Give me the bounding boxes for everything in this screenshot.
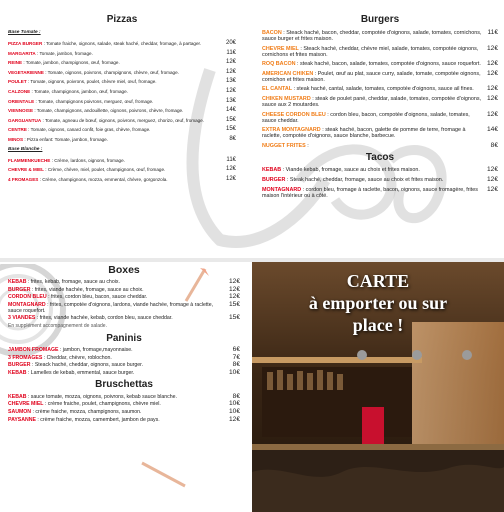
- menu-item-description: : Tomate, oignons, poivrons, champignons, chèvre, œuf, fromage.: [45, 69, 179, 75]
- menu-item-name: ROQ BACON: [262, 61, 296, 68]
- menu-item-name: MINOS: [8, 136, 24, 142]
- menu-item-name: BURGER: [8, 286, 31, 293]
- menu-item-price: 8€: [229, 135, 236, 142]
- menu-item: [8, 118, 236, 123]
- menu-item-description: : Steack haché, cheddar, oignons, sauce burger.: [31, 362, 143, 369]
- menu-item-name: 4 FROMAGES: [8, 176, 39, 182]
- menu-item: [8, 302, 240, 314]
- burgers-title: Burgers: [360, 14, 400, 25]
- menu-item-name: CENTRE: [8, 127, 27, 133]
- menu-item: [8, 177, 236, 182]
- poster-line-3: place !: [352, 315, 404, 335]
- menu-item-name: 3 FROMAGES: [8, 354, 43, 361]
- menu-item-name: MARGARITA: [8, 50, 36, 56]
- menu-item-price: 8€: [232, 361, 240, 369]
- menu-item-description: : crème fraiche, poulet, champignons, chèvre miel.: [44, 401, 161, 408]
- menu-item-description: : sauce tomate, mozza, oignons, poivrons, kebab sauce blanche.: [27, 393, 177, 400]
- menu-item: [8, 51, 236, 56]
- menu-item-name: FLAMMENKUECHE: [8, 157, 51, 163]
- menu-item-name: GARGUANTUA: [8, 117, 42, 123]
- bottom-left-section: [8, 264, 240, 424]
- menu-item-name: ORIENTALE: [8, 98, 35, 104]
- menu-item-name: KEBAB: [262, 167, 282, 174]
- menu-item-description: : frites, viande hachée, kebab, cordon bleu, sauce cheddar.: [36, 315, 173, 322]
- menu-item-price: 11€: [487, 29, 498, 36]
- menu-item: [8, 362, 240, 368]
- menu-item-name: SAUMON: [8, 408, 32, 415]
- menu-item-price: 8€: [490, 141, 498, 149]
- menu-item: [8, 294, 240, 300]
- menu-item: [8, 394, 240, 400]
- menu-item-name: PIZZA BURGER: [8, 41, 43, 46]
- menu-item-description: : Steak haché, cheddar, fromage, sauce au choix et frites maison.: [286, 176, 444, 183]
- menu-item-name: EL CANTAL: [262, 86, 293, 93]
- menu-item-price: 14€: [486, 126, 498, 134]
- menu-item-price: 15€: [225, 126, 236, 133]
- menu-item-description: : Tomate, champignons, andouillette, oignons, poivrons, chèvre, fromage.: [34, 108, 184, 114]
- menu-item: [8, 417, 240, 423]
- menu-item-description: : Steack haché, cheddar, chèvre miel, salade, tomates, compotée oignons, cornichons et frites maison.: [262, 45, 479, 58]
- menu-item-description: : steak haché, bacon, salade, tomates, compotée d'oignons, sauce roquefort.: [297, 61, 481, 68]
- menu-item-price: 13€: [225, 78, 236, 85]
- dart-icon: [140, 460, 190, 490]
- menu-item-price: 12€: [228, 285, 240, 293]
- pizza-blanche-list: [8, 158, 236, 183]
- menu-item-price: 12€: [486, 185, 498, 193]
- menu-item-name: KEBAB: [8, 393, 27, 400]
- menu-item-price: 12€: [486, 94, 498, 102]
- menu-item-name: CHEVRE MIEL: [8, 401, 44, 408]
- menu-item-description: : jambon, fromage,mayonnaise.: [59, 346, 133, 353]
- menu-item: [262, 187, 498, 199]
- menu-item-name: CHEESE CORDON BLEU: [262, 111, 326, 118]
- menu-item-price: 15€: [225, 116, 236, 123]
- pizza-tomate-list: [8, 41, 236, 142]
- menu-item: [262, 177, 498, 183]
- menu-item-description: : Tomate, oignons, canard confit, foie gras, chèvre, fromage.: [28, 127, 151, 133]
- menu-item-description: : Tomate, champignons poivrons, merguez, œuf, fromage.: [35, 98, 154, 104]
- menu-item-price: 13€: [225, 97, 236, 104]
- menu-item-description: : Tomate, oignons, poivrons, poulet, chèvre miel, œuf, fromage.: [27, 79, 157, 85]
- menu-item-description: : Tomate, champignons, jambon, œuf, fromage.: [31, 88, 128, 94]
- menu-item: [8, 315, 240, 321]
- menu-item-description: : Cheddar, chèvre, roblochon.: [43, 354, 112, 361]
- menu-item-price: 10€: [228, 368, 240, 376]
- base-tomate-label: Base Tomate :: [8, 30, 41, 35]
- menu-item-price: 12€: [486, 166, 498, 174]
- menu-item-price: 12€: [228, 415, 240, 423]
- menu-item: [262, 30, 498, 42]
- bruschettas-list: [8, 394, 240, 423]
- paninis-title: Paninis: [106, 332, 142, 344]
- menu-item-description: : Tomate, jambon, fromage.: [37, 50, 93, 56]
- menu-item-price: 15€: [228, 314, 240, 322]
- menu-item: [8, 70, 236, 75]
- menu-item-name: REINE: [8, 60, 23, 66]
- menu-item-description: : cordon bleu, bacon, compotée d'oignons, salade, tomates, sauce cheddar.: [262, 111, 470, 124]
- menu-item-price: 12€: [225, 175, 236, 182]
- poster-line-2: à emporter ou sur: [308, 293, 448, 313]
- menu-item-price: 12€: [225, 87, 236, 94]
- boxes-list: [8, 279, 240, 321]
- menu-item-description: : Crème, lardons, oignons, fromage.: [51, 157, 125, 163]
- menu-item-price: 12€: [486, 69, 498, 77]
- menu-item-price: 12€: [225, 59, 236, 66]
- menu-item-description: :: [307, 142, 309, 149]
- menu-item-price: 12€: [225, 68, 236, 75]
- menu-item-price: 12€: [486, 175, 498, 183]
- menu-item-description: : steak haché, cantal, salade, tomates, compotée d'oignons, sauce ail fines.: [293, 86, 474, 93]
- menu-item: [262, 96, 498, 108]
- menu-item-price: 7€: [232, 353, 240, 361]
- menu-item-price: 11€: [226, 49, 236, 56]
- menu-item-price: 6€: [232, 345, 240, 353]
- menu-item: [262, 46, 498, 58]
- menu-item-description: : Viande kebab, fromage, sauce au choix et frites maison.: [282, 167, 420, 174]
- menu-item-description: : Steack haché, bacon, cheddar, compotée d'oignons, salade, tomates, cornichons, sauce burger et frites maison.: [262, 30, 482, 42]
- menu-item-description: : frites, cordon bleu, bacon, sauce cheddar.: [48, 294, 148, 301]
- menu-item-description: : Tomate, jambon, champignons, œuf, fromage.: [23, 60, 120, 66]
- tacos-list: [262, 167, 498, 198]
- menu-item-name: CHIKEN MUSTARD: [262, 95, 311, 102]
- menu-item-description: : frites, kebab, fromage, sauce au choix.: [27, 279, 120, 285]
- menu-item-name: POULET: [8, 79, 27, 85]
- menu-item: [8, 137, 236, 142]
- menu-item-name: 3 VIANDES: [8, 315, 36, 322]
- pizzas-title: Pizzas: [106, 14, 138, 25]
- menu-item-description: : crème fraiche, mozza, camembert, jambon de pays.: [37, 416, 160, 423]
- menu-item-price: 12€: [486, 44, 498, 52]
- boxes-note: En supplément accompagnement de salade.: [8, 322, 107, 329]
- menu-item-name: BURGER: [262, 176, 286, 183]
- menu-item-name: VEGETARIENNE: [8, 69, 44, 75]
- menu-item: [8, 127, 236, 132]
- menu-item-name: JAMBON FROMAGE: [8, 346, 59, 353]
- menu-item-description: : Poulet, œuf au plat, sauce curry, salade, tomate, compotée oignons, cornichon et frites maison.: [262, 70, 481, 83]
- menu-item-price: 14€: [225, 107, 236, 114]
- menu-item-price: 12€: [486, 85, 498, 93]
- menu-item: [262, 167, 498, 173]
- menu-item: [262, 112, 498, 124]
- menu-item: [262, 71, 498, 83]
- menu-item-description: : steak de poulet pané, cheddar, salade, tomates, compotée d'oignons, sauce aux 2 moutardes.: [262, 95, 482, 108]
- menu-item-name: MONTAGNARD: [8, 301, 46, 308]
- bruschettas-title: Bruschettas: [95, 378, 153, 390]
- menu-item-name: BURGER: [8, 362, 31, 369]
- menu-item: [8, 279, 240, 285]
- menu-item-name: NUGGET FRITES: [262, 142, 306, 149]
- menu-item-name: PAYSANNE: [8, 416, 36, 423]
- menu-item: [8, 99, 236, 104]
- menu-item: [8, 355, 240, 361]
- menu-item-description: : Tomate fraiche, oignons, salade, steak haché, cheddar, fromage, à partager.: [43, 41, 202, 46]
- menu-item-name: CHEVRE & MIEL: [8, 167, 44, 173]
- menu-item-price: 12€: [486, 110, 498, 118]
- menu-item: [8, 158, 236, 163]
- menu-item-description: : frites, compotée d'oignons, lardons, viande hachée, fromage à raclette, sauce roquefort.: [8, 301, 214, 314]
- boxes-title: Boxes: [108, 264, 140, 276]
- menu-item: [8, 347, 240, 353]
- menu-item: [8, 60, 236, 65]
- menu-item: [262, 143, 498, 149]
- menu-item-name: AMERICAN CHIKEN: [262, 70, 314, 77]
- poster-heading: [252, 270, 504, 336]
- menu-item: [8, 108, 236, 113]
- menu-item-price: 12€: [228, 278, 240, 285]
- menu-item: [262, 86, 498, 92]
- menu-item-description: : frites, viande hachée, fromage, sauce au choix.: [31, 286, 144, 293]
- menu-item-price: 15€: [228, 300, 240, 308]
- menu-item-price: 8€: [232, 392, 240, 400]
- menu-item-description: : Crème, champignons, mozza, emmental, chèvre, gorgonzola.: [39, 176, 168, 182]
- menu-item-name: KEBAB: [8, 369, 27, 376]
- menu-item: [8, 41, 236, 46]
- menu-item-name: EXTRA MONTAGNARD: [262, 127, 321, 134]
- burger-list: [262, 30, 498, 149]
- menu-item-name: CALZONE: [8, 88, 31, 94]
- menu-item-description: : steak haché, bacon, galette de pomme de terre, fromage à raclette, compotée d'oignons, sauce blanche, barbecue.: [262, 127, 466, 140]
- menu-item: [8, 167, 236, 172]
- menu-item-description: : cordon bleu, fromage à raclette, bacon, oignons, sauce fromagère, frites maison l'intérieur ou à côté.: [262, 186, 478, 199]
- menu-item-name: BACON: [262, 30, 282, 36]
- pizzas-section: [8, 14, 236, 186]
- menu-item-price: 10€: [228, 400, 240, 408]
- menu-item: [8, 89, 236, 94]
- menu-item-name: CORDON BLEU: [8, 294, 47, 301]
- restaurant-photo: [252, 262, 504, 512]
- tacos-title: Tacos: [365, 152, 395, 164]
- poster-line-1: CARTE: [346, 271, 410, 291]
- menu-item-price: 12€: [225, 166, 236, 173]
- menu-item: [262, 61, 498, 67]
- burgers-section: [262, 14, 498, 202]
- menu-item: [8, 409, 240, 415]
- menu-item-description: : crème fraiche, mozza, champignons, saumon.: [32, 408, 142, 415]
- menu-item: [8, 79, 236, 84]
- menu-item-price: 10€: [228, 407, 240, 415]
- menu-item-name: VIENNOISE: [8, 108, 34, 114]
- menu-item: [8, 401, 240, 407]
- menu-item: [262, 127, 498, 139]
- paninis-list: [8, 347, 240, 376]
- menu-item: [8, 287, 240, 293]
- menu-item-price: 20€: [225, 40, 236, 46]
- menu-item-description: : Tomate, agneau de bœuf, oignons, poivrons, merguez, chorizo, œuf, fromage.: [42, 117, 205, 123]
- base-blanche-label: Base Blanche :: [8, 146, 43, 152]
- menu-item-price: 12€: [228, 293, 240, 301]
- menu-item-description: : Lamelles de kebab, emmental, sauce burger.: [27, 369, 135, 376]
- menu-item-name: CHEVRE MIEL: [262, 45, 299, 52]
- menu-item-name: MONTAGNARD: [262, 186, 302, 193]
- menu-item-description: : Pizza enfant: Tomate, jambon, fromage.: [24, 136, 109, 142]
- menu-item: [8, 370, 240, 376]
- menu-item-description: : Crème, chèvre, miel, poulet, champignons, œuf, fromage.: [45, 167, 166, 173]
- menu-item-name: KEBAB: [8, 279, 27, 285]
- menu-item-price: 12€: [486, 60, 498, 68]
- menu-item-price: 11€: [226, 156, 236, 163]
